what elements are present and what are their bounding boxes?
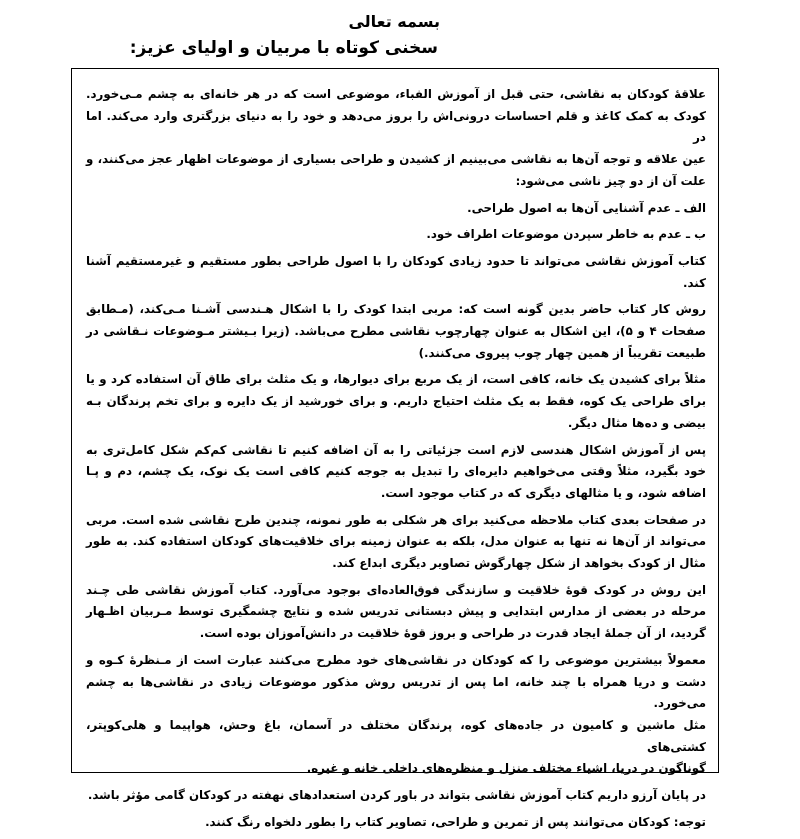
text-line: ب ـ عدم به خاطر سپردن موضوعات اطراف خود.	[426, 227, 706, 242]
paragraph	[86, 440, 706, 505]
text-line: صفحات ۴ و ۵)، این اشکال به عنوان چهارچوب نقاشی مطرح می‌باشد. (زیرا بـیشتر مـوضوعات نـقاشی در	[86, 324, 706, 339]
text-line: مرحله در بعضی از مدارس ابتدایی و پیش دبستانی تدریس شده و نتایج چشمگیری توسط مـربیان اظـهار	[86, 604, 706, 619]
text-line: در پایان آرزو داریم کتاب آموزش نقاشی بتواند در باور کردن استعدادهای نهفته در کودکان گامی مؤثر باشد.	[87, 788, 706, 803]
text-line: کودک به کمک کاغذ و قلم احساسات درونی‌اش را بروز می‌دهد و خود را به دنیای بزرگتری وارد می‌کند. اما در	[86, 108, 706, 145]
text-line: گردید، از آن جملهٔ ایجاد قدرت در طراحی و بروز قوهٔ خلاقیت در دانش‌آموزان بوده است.	[199, 626, 706, 641]
text-line: علاقهٔ کودکان به نقاشی، حتی قبل از آموزش الفباء، موضوعی است که در هر خانه‌ای به چشم مـی‌خورد.	[86, 87, 706, 101]
paragraph	[86, 251, 706, 294]
text-line: گوناگون در دریا، اشیاء مختلف منزل و منظره‌های داخلی خانه و غیره.	[306, 761, 706, 776]
text-line: طبیعت تقریباً از همین چهار چوب پیروی می‌کنند.)	[418, 345, 706, 360]
paragraph	[86, 812, 706, 834]
paragraph	[86, 224, 706, 246]
text-line: مثال از کودک بخواهد از شکل چهارگوش تصاویر دیگری ابداع کند.	[332, 556, 706, 571]
text-line: برای طراحی یک کوه، فقط به یک مثلث احتیاج داریم. و برای خورشید از یک دایره و برای تخم پرندگان بـه	[86, 394, 706, 409]
paragraph	[86, 510, 706, 575]
paragraph	[86, 580, 706, 645]
paragraph	[86, 299, 706, 364]
text-line: الف ـ عدم آشنایی آن‌ها به اصول طراحی.	[467, 200, 706, 215]
text-line: دشت و دریا همراه با چند خانه، اما پس از تدریس روش مذکور موضوعات زیادی در نقاشی‌ها به چشم می‌خورد.	[86, 674, 706, 711]
page-subheading: سخنی کوتاه با مربیان و اولیای عزیز:	[129, 38, 438, 58]
text-line: علت آن از دو چیز ناشی می‌شود:	[515, 173, 706, 188]
body-text	[86, 84, 706, 839]
text-line: مثل ماشین و کامیون در جاده‌های کوه، پرندگان مختلف در آسمان، باغ وحش، هواپیما و هلی‌کوپتر، کشتی‌های	[86, 717, 706, 754]
text-line: این روش در کودک قوهٔ خلاقیت و سازندگی فوق‌العاده‌ای بوجود می‌آورد. کتاب آموزش نقاشی طی چـند	[86, 582, 706, 597]
page-heading: بسمه تعالی	[348, 12, 440, 31]
paragraph	[86, 198, 706, 220]
text-line: پس از آموزش اشکال هندسی لازم است جزئیاتی را به آن اضافه کنیم تا نقاشی کم‌کم شکل کامل‌تری به	[86, 442, 706, 457]
text-line: معمولاً بیشترین موضوعی را که کودکان در نقاشی‌های خود مطرح می‌کنند عبارت است از مـنظرهٔ کـوه و	[86, 652, 706, 667]
paragraph	[86, 369, 706, 434]
paragraph	[86, 785, 706, 807]
text-line: مثلاً برای کشیدن یک خانه، کافی است، از یک مربع برای دیوارها، و یک مثلث برای طاق آن استفاده کرد و یا	[86, 372, 706, 387]
text-line: عین علاقه و توجه آن‌ها به نقاشی می‌بینیم از کشیدن و طراحی بسیاری از موضوعات اظهار عجز می‌کنند، و	[86, 152, 706, 167]
paragraph	[86, 84, 706, 193]
text-line: روش کار کتاب حاضر بدین گونه است که: مربی ابتدا کودک را با اشکال هـندسی آشـنا مـی‌کند، (مـطابق	[86, 302, 706, 317]
text-line: توجه: کودکان می‌توانند پس از تمرین و طراحی، تصاویر کتاب را بطور دلخواه رنگ کنند.	[205, 814, 706, 829]
text-line: در صفحات بعدی کتاب ملاحظه می‌کنید برای هر شکلی به طور نمونه، چندین طرح نقاشی شده است. مربی	[86, 512, 706, 527]
text-line: کند.	[683, 275, 706, 290]
paragraph	[86, 650, 706, 780]
text-line: کتاب آموزش نقاشی می‌تواند تا حدود زیادی کودکان را با اصول طراحی بطور مستقیم و غیرمستقیم آشنا	[86, 253, 706, 268]
text-line: می‌تواند از آن‌ها نه تنها به عنوان مدل، بلکه به عنوان زمینه برای خلاقیت‌های کودکان استفاده کند. به طور	[86, 534, 706, 549]
text-line: اضافه شود، و یا مثالهای دیگری که در کتاب موجود است.	[380, 485, 706, 500]
text-line: بیضی و ده‌ها مثال دیگر.	[567, 415, 706, 430]
text-line: خود بگیرد، مثلاً وقتی می‌خواهیم دایره‌ای را تبدیل به جوجه کنیم کافی است یک نوک، یک چشم، دم و پـا	[86, 464, 706, 479]
